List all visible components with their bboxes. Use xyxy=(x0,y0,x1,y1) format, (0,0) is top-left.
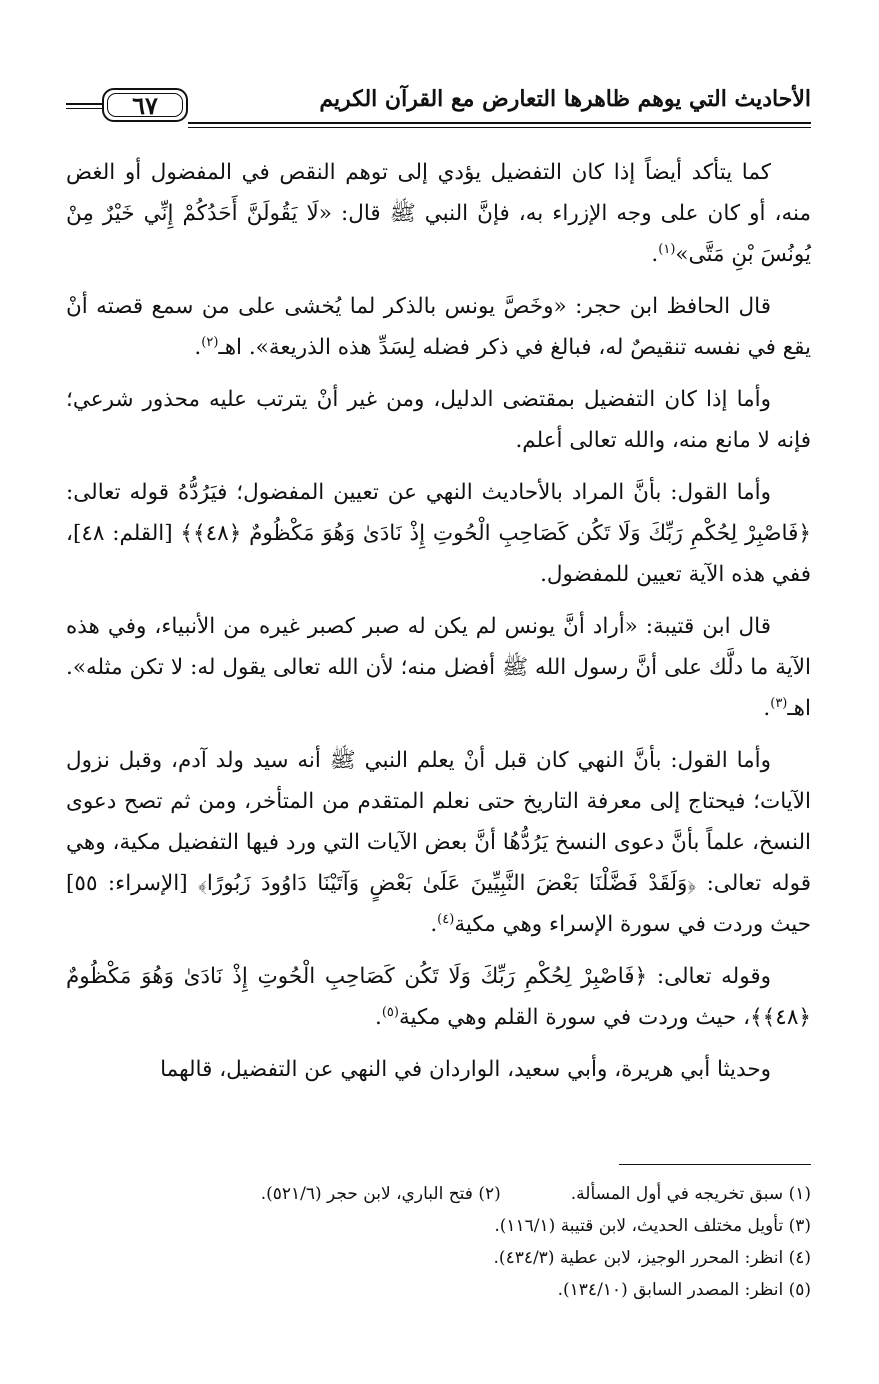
paragraph-end: . xyxy=(763,696,771,721)
paragraph xyxy=(66,606,811,729)
paragraph-end: . xyxy=(375,1005,382,1030)
footnotes xyxy=(66,1178,811,1306)
paragraph xyxy=(66,472,811,595)
header-rule-top xyxy=(188,122,811,124)
paragraph-end: . xyxy=(194,335,202,360)
paragraph-end: . xyxy=(651,242,659,267)
footnote-ref: (٣) xyxy=(770,695,788,711)
footnote-separator xyxy=(619,1164,811,1165)
footnote: (٤) انظر: المحرر الوجيز، لابن عطية (٤٣٤/٣). xyxy=(493,1248,811,1268)
footnote-row xyxy=(66,1178,811,1210)
header-rule-left-top xyxy=(66,103,102,105)
header-rule-bottom xyxy=(188,127,811,128)
paragraph-end: . xyxy=(430,912,438,937)
footnote-row xyxy=(66,1274,811,1306)
footnote-row xyxy=(66,1210,811,1242)
header-rule-left-bottom xyxy=(66,108,102,109)
footnote-ref: (٢) xyxy=(201,334,219,350)
footnote: (٢) فتح الباري، لابن حجر (٥٢١/٦). xyxy=(260,1184,501,1204)
paragraph-text: وأما إذا كان التفضيل بمقتضى الدليل، ومن غير أنْ يترتب عليه محذور شرعي؛ فإنه لا مانع منه، والله تعالى أعلم. xyxy=(66,387,811,453)
paragraph-text: قال الحافظ ابن حجر: «وخَصَّ يونس بالذكر لما يُخشى على من سمع قصته أنْ يقع في نفسه تنقيصٌ له، فبالغ في ذكر فضله لِسَدِّ هذه الذريعة». اهـ xyxy=(66,294,811,360)
footnote-ref: (١) xyxy=(658,241,676,257)
paragraph-text: وأما القول: بأنَّ النهي كان قبل أنْ يعلم النبي ﷺ أنه سيد ولد آدم، وقبل نزول الآيات؛ فيحتاج إلى معرفة التاريخ حتى نعلم المتقدم من المتأخر، ومن ثم تصح دعوى النسخ، علماً بأنَّ دعوى النسخ يَرُدُّهُا أنَّ بعض الآيات التي ورد فيها التفضيل مكية، وهي قوله تعالى: ﴿وَلَقَدْ فَضَّلْنَا بَعْضَ النَّبِيِّينَ عَلَىٰ بَعْضٍ وَآتَيْنَا دَاوُودَ زَبُورًا﴾ [الإسراء: ٥٥] حيث وردت في سورة الإسراء وهي مكية xyxy=(66,748,811,937)
paragraph-text: وحديثا أبي هريرة، وأبي سعيد، الواردان في النهي عن التفضيل، قالهما xyxy=(160,1057,771,1082)
paragraph-text: وأما القول: بأنَّ المراد بالأحاديث النهي عن تعيين المفضول؛ فيَرُدُّهُ قوله تعالى: ﴿فَاصْبِرْ لِحُكْمِ رَبِّكَ وَلَا تَكُن كَصَاحِبِ الْحُوتِ إِذْ نَادَىٰ وَهُوَ مَكْظُومٌ ﴿٤٨﴾﴾ [القلم: ٤٨]، ففي هذه الآية تعيين للمفضول. xyxy=(66,480,811,587)
footnote-row xyxy=(66,1242,811,1274)
page-number-box xyxy=(102,88,188,122)
paragraph xyxy=(66,152,811,275)
page-number: ٦٧ xyxy=(132,90,158,120)
footnote-ref: (٤) xyxy=(437,911,455,927)
footnote: (٥) انظر: المصدر السابق (١٣٤/١٠). xyxy=(557,1280,811,1300)
paragraph xyxy=(66,740,811,945)
running-header-title: الأحاديث التي يوهم ظاهرها التعارض مع القرآن الكريم xyxy=(319,86,811,112)
paragraph-text: وقوله تعالى: ﴿فَاصْبِرْ لِحُكْمِ رَبِّكَ وَلَا تَكُن كَصَاحِبِ الْحُوتِ إِذْ نَادَىٰ وَهُوَ مَكْظُومٌ ﴿٤٨﴾﴾، حيث وردت في سورة القلم وهي مكية xyxy=(66,964,811,1030)
paragraph xyxy=(66,286,811,368)
footnote: (١) سبق تخريجه في أول المسألة. xyxy=(570,1184,811,1204)
footnote: (٣) تأويل مختلف الحديث، لابن قتيبة (١١٦/١). xyxy=(494,1216,811,1236)
running-header xyxy=(66,86,811,134)
main-text xyxy=(66,152,811,1101)
paragraph-text: قال ابن قتيبة: «أراد أنَّ يونس لم يكن له صبر كصبر غيره من الأنبياء، وفي هذه الآية ما دلَّك على أنَّ رسول الله ﷺ أفضل منه؛ لأن الله تعالى يقول له: لا تكن مثله». اهـ xyxy=(66,614,811,721)
paragraph-text: كما يتأكد أيضاً إذا كان التفضيل يؤدي إلى توهم النقص في المفضول أو الغض منه، أو كان على وجه الإزراء به، فإنَّ النبي ﷺ قال: «لَا يَقُولَنَّ أَحَدُكُمْ إِنِّي خَيْرٌ مِنْ يُونُسَ بْنِ مَتَّى» xyxy=(66,160,811,267)
footnote-ref: (٥) xyxy=(381,1004,399,1020)
paragraph xyxy=(66,1049,811,1090)
paragraph xyxy=(66,956,811,1038)
paragraph xyxy=(66,379,811,461)
